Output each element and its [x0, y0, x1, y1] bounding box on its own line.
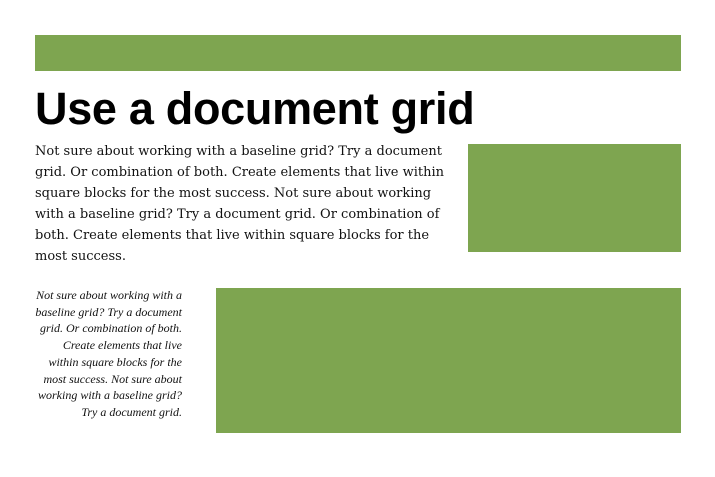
- body-paragraph: Not sure about working with a baseline grid? Try a document grid. Or combination of both. Create elements that live within square blocks for the most success. Not sure about working with a baseline grid? Try a document grid. Or combination of both. Create elements that live within square blocks for the most success.: [35, 144, 445, 264]
- top-green-banner: [35, 35, 681, 71]
- page-title: Use a document grid: [35, 83, 475, 134]
- sidebar-caption: Not sure about working with a baseline grid? Try a document grid. Or combination of both. Create elements that live within square blocks for the most success. Not sure about working with a baseline grid? Try a document grid.: [35, 288, 182, 419]
- bottom-green-block: [216, 288, 681, 433]
- right-green-block: [468, 144, 681, 252]
